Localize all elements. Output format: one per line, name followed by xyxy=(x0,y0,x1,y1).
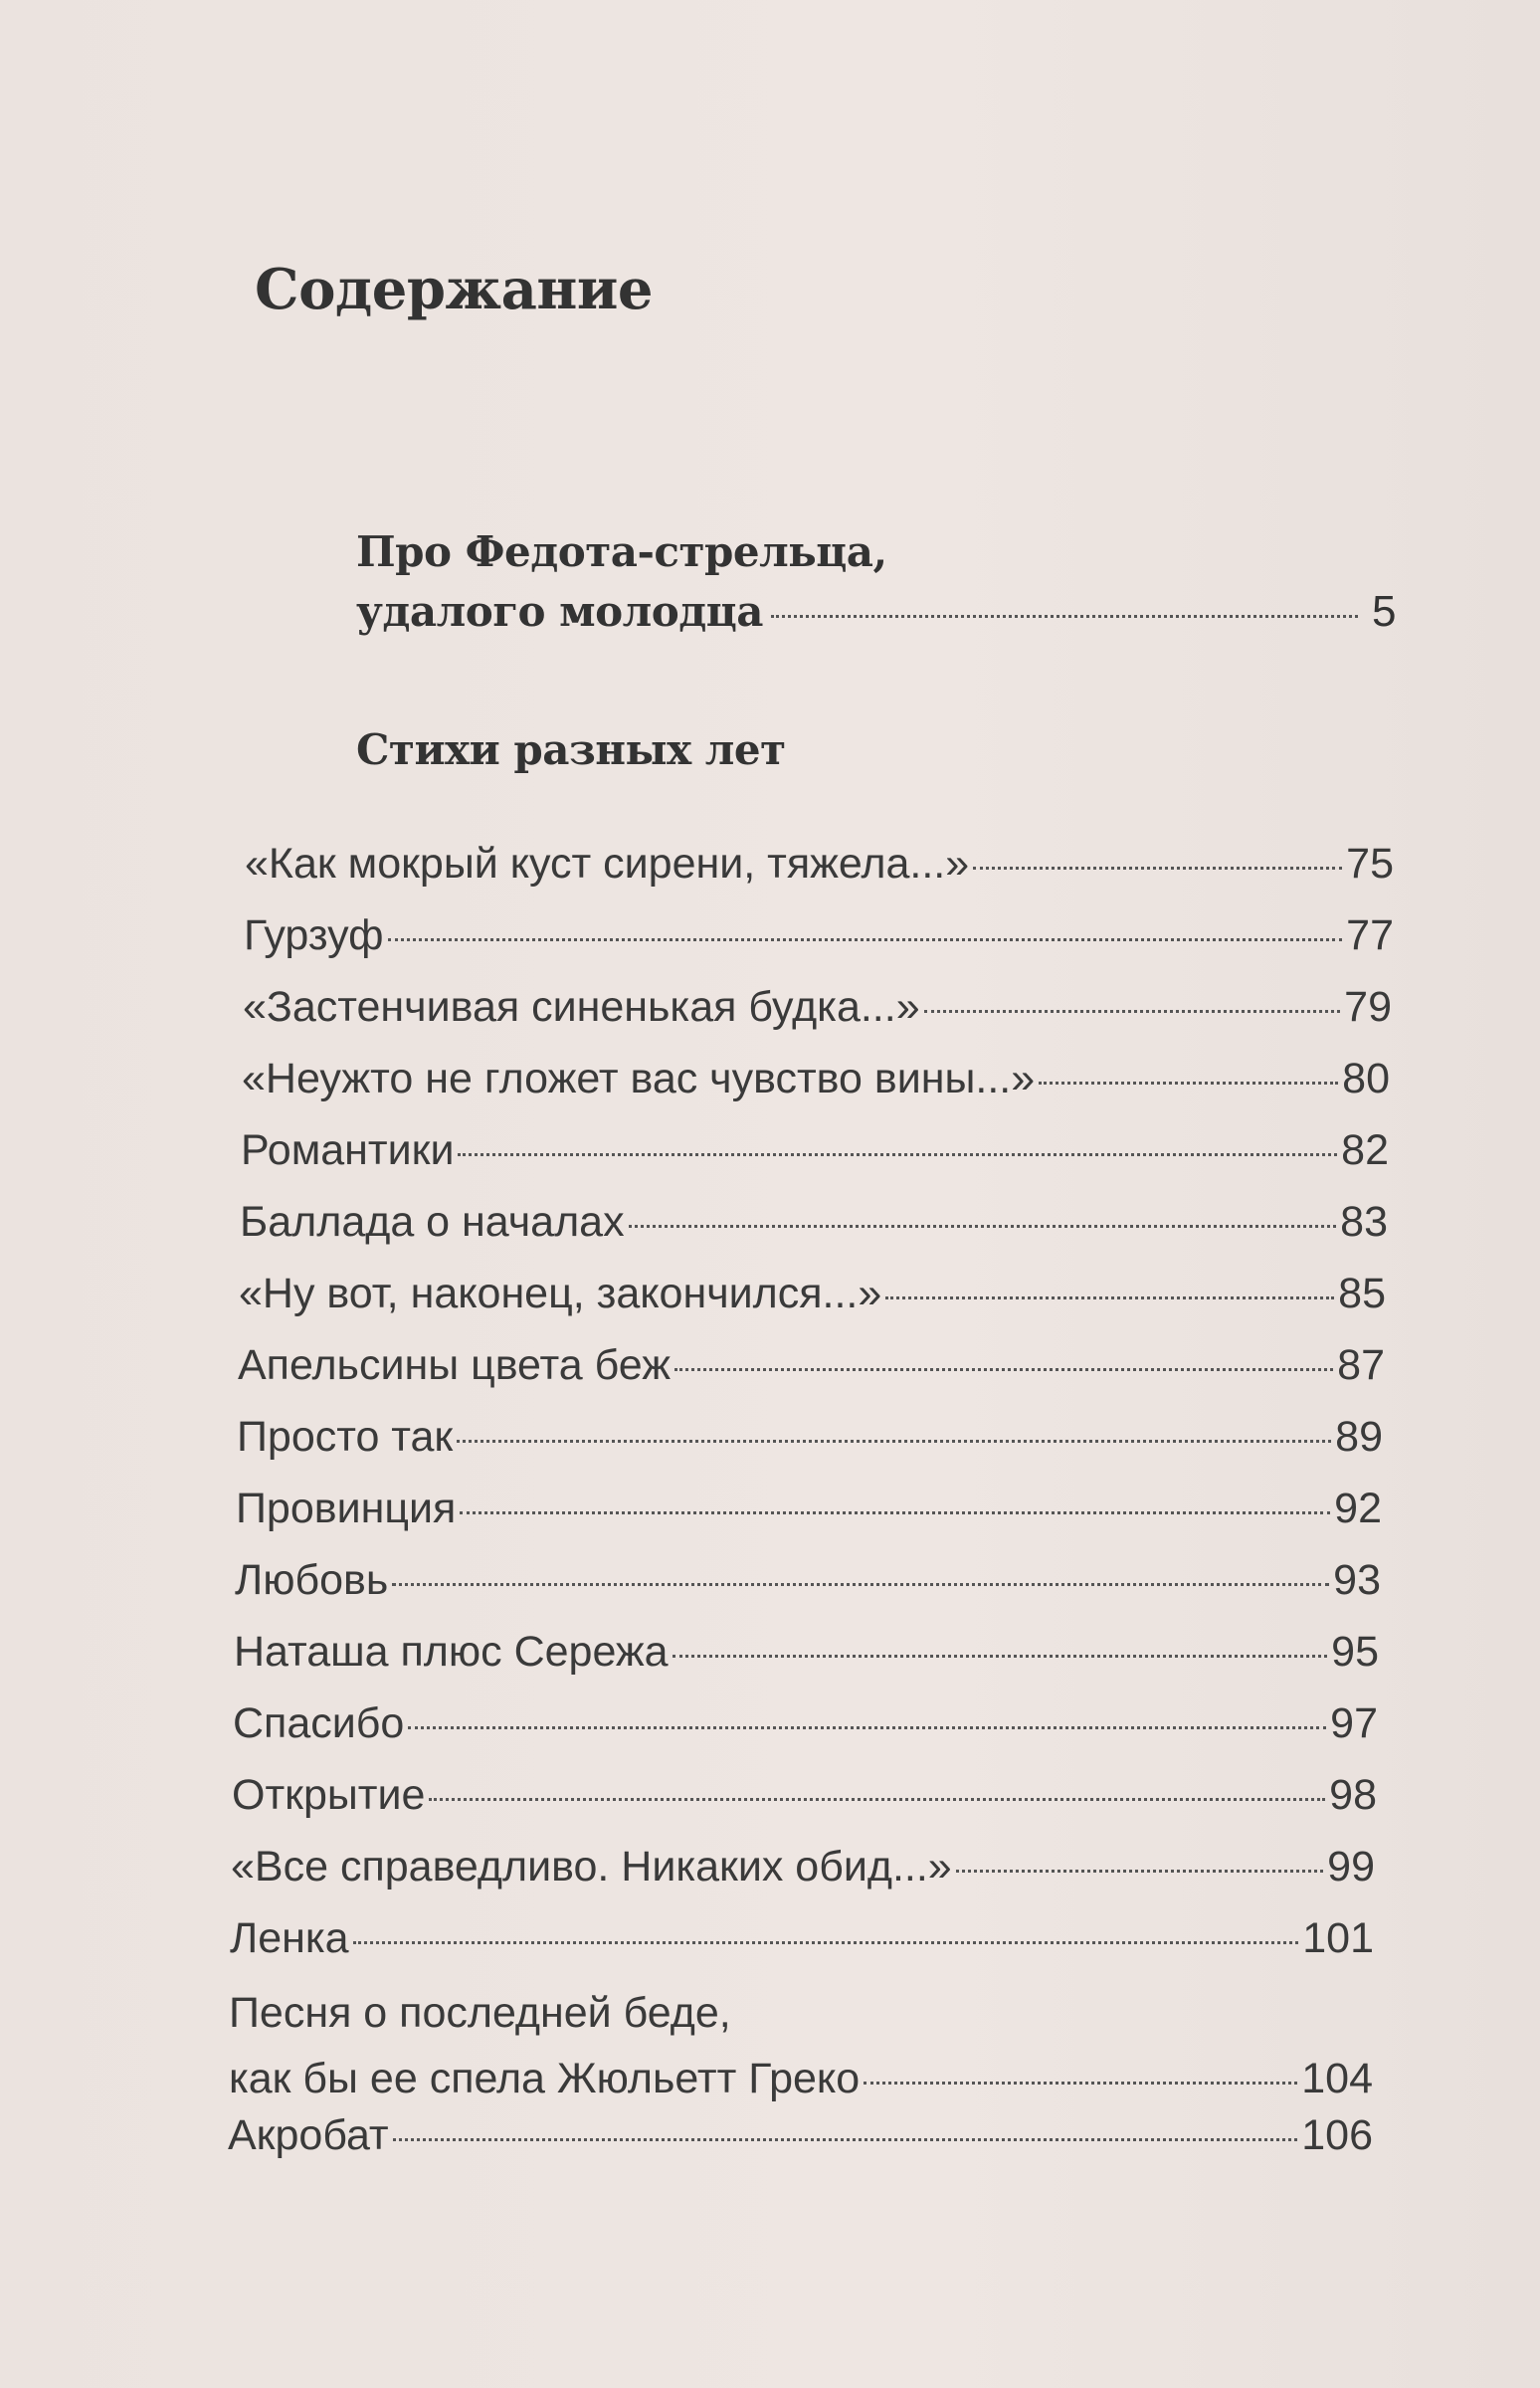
toc-entry-page: 93 xyxy=(1333,1556,1381,1604)
toc-entry[interactable] xyxy=(228,2100,1373,2170)
toc-entry-title: Наташа плюс Сережа xyxy=(234,1628,669,1676)
toc-entry-title: «Как мокрый куст сирени, тяжела...» xyxy=(245,840,970,888)
dot-leader xyxy=(864,2082,1297,2085)
toc-entry-page: 85 xyxy=(1338,1270,1386,1317)
toc-entry-page: 87 xyxy=(1337,1341,1385,1389)
toc-entry[interactable] xyxy=(235,1545,1381,1615)
dot-leader xyxy=(771,615,1358,618)
toc-entry-title: Любовь xyxy=(235,1556,389,1604)
dot-leader xyxy=(973,867,1342,870)
toc-entry-title: Открытие xyxy=(232,1771,426,1819)
toc-entry-page: 101 xyxy=(1302,1914,1374,1962)
toc-entry-title: Гурзуф xyxy=(244,911,384,959)
toc-entry[interactable] xyxy=(232,1760,1377,1830)
page-title: Содержание xyxy=(255,257,654,322)
toc-entry-page: 89 xyxy=(1335,1413,1383,1461)
toc-entry[interactable] xyxy=(231,1832,1375,1901)
toc-entry[interactable] xyxy=(244,900,1394,970)
toc-entry-page: 75 xyxy=(1346,840,1394,888)
toc-entry-title: Провинция xyxy=(236,1485,457,1532)
toc-entry[interactable] xyxy=(229,1980,1373,2111)
toc-entry[interactable] xyxy=(233,1689,1378,1758)
toc-entry[interactable] xyxy=(230,1903,1374,1973)
toc-entry-title: Просто так xyxy=(237,1413,454,1461)
toc-entry-page: 77 xyxy=(1346,911,1394,959)
toc-entry[interactable] xyxy=(241,1115,1389,1185)
toc-entry[interactable] xyxy=(240,1187,1388,1257)
toc-entry[interactable] xyxy=(234,1617,1379,1687)
toc-entry-page: 97 xyxy=(1330,1699,1378,1747)
toc-entry-page: 98 xyxy=(1329,1771,1377,1819)
toc-entry-page: 99 xyxy=(1327,1843,1375,1890)
dot-leader xyxy=(885,1296,1334,1299)
dot-leader xyxy=(458,1153,1337,1156)
section-fedot[interactable] xyxy=(356,522,1396,642)
dot-leader xyxy=(674,1368,1333,1371)
toc-entry[interactable] xyxy=(237,1402,1383,1472)
toc-entry-title-line1: Песня о последней беде, xyxy=(229,1989,731,2037)
toc-entry-title: «Застенчивая синенькая будка...» xyxy=(243,983,920,1031)
toc-entry-page: 104 xyxy=(1301,2055,1373,2102)
toc-entry-title: «Ну вот, наконец, закончился...» xyxy=(239,1270,882,1317)
dot-leader xyxy=(353,1941,1299,1944)
dot-leader xyxy=(393,2138,1298,2141)
toc-entry[interactable] xyxy=(239,1259,1386,1328)
toc-entry-title: Романтики xyxy=(241,1126,455,1174)
dot-leader xyxy=(408,1726,1326,1729)
section-fedot-title-line2: удалого молодца xyxy=(356,587,763,636)
toc-entry[interactable] xyxy=(243,972,1392,1042)
toc-entry[interactable] xyxy=(245,829,1394,898)
toc-entry-title: Апельсины цвета беж xyxy=(238,1341,671,1389)
dot-leader xyxy=(1039,1082,1338,1085)
dot-leader xyxy=(924,1010,1341,1013)
toc-entry-title: Ленка xyxy=(230,1914,349,1962)
toc-entry-title: «Неужто не гложет вас чувство вины...» xyxy=(242,1055,1036,1102)
dot-leader xyxy=(629,1225,1337,1228)
toc-entry-title: Баллада о началах xyxy=(240,1198,625,1246)
dot-leader xyxy=(460,1511,1330,1514)
toc-entry-title: Спасибо xyxy=(233,1699,405,1747)
dot-leader xyxy=(429,1798,1325,1801)
toc-entry-page: 80 xyxy=(1342,1055,1390,1102)
section-fedot-page: 5 xyxy=(1372,587,1396,636)
toc-entry-page: 106 xyxy=(1301,2111,1373,2159)
toc-entry-page: 79 xyxy=(1344,983,1392,1031)
dot-leader xyxy=(673,1655,1328,1658)
toc-entry[interactable] xyxy=(236,1474,1382,1543)
toc-entry-title: Акробат xyxy=(228,2111,389,2159)
section-fedot-title-line1: Про Федота-стрельца, xyxy=(356,527,887,576)
toc-entry[interactable] xyxy=(238,1330,1385,1400)
dot-leader xyxy=(956,1870,1323,1873)
dot-leader xyxy=(388,938,1343,941)
toc-entry[interactable] xyxy=(242,1044,1390,1113)
toc-entry-page: 92 xyxy=(1334,1485,1382,1532)
dot-leader xyxy=(457,1440,1331,1443)
toc-entry-title: «Все справедливо. Никаких обид...» xyxy=(231,1843,952,1890)
toc-entry-title-line2: как бы ее спела Жюльетт Греко xyxy=(229,2055,861,2102)
dot-leader xyxy=(392,1583,1329,1586)
toc-entry-page: 95 xyxy=(1331,1628,1379,1676)
section-poems-heading: Стихи разных лет xyxy=(356,725,786,774)
toc-entry-page: 83 xyxy=(1340,1198,1388,1246)
toc-entry-page: 82 xyxy=(1341,1126,1389,1174)
